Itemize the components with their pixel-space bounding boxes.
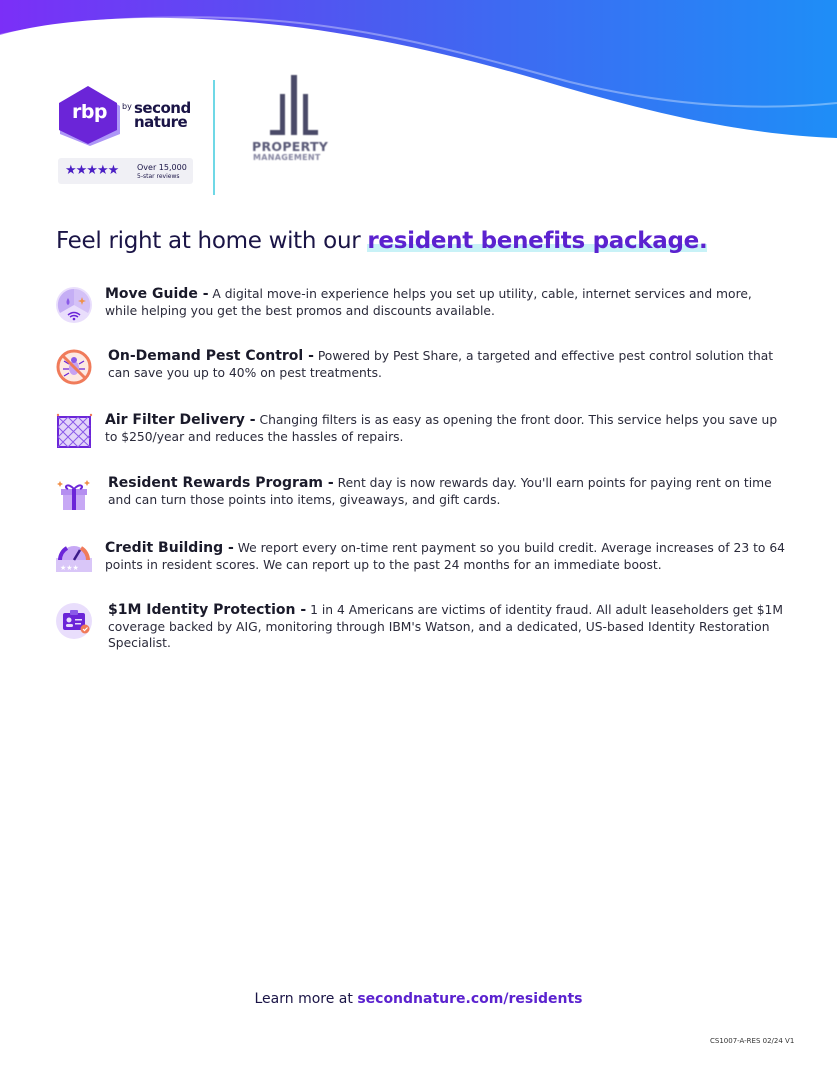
by-text: by (122, 102, 132, 111)
partner-logo-line2: MANAGEMENT (253, 153, 321, 162)
benefit-title: $1M Identity Protection - (108, 602, 307, 618)
air-filter-icon (55, 412, 93, 450)
benefit-text (108, 348, 788, 381)
page-headline (56, 228, 707, 254)
rbp-logo-text: rbp (71, 101, 108, 123)
header-divider (213, 80, 215, 195)
benefit-title: Air Filter Delivery - (105, 412, 256, 428)
headline-highlight: resident benefits package. (367, 228, 708, 254)
star-rating-icon: ★★★★★ (65, 163, 119, 178)
second-text: second (134, 99, 191, 117)
footer-learn-more (0, 991, 837, 1007)
benefit-description: A digital move-in experience helps you set up utility, cable, internet services and more, while helping you get the best promos and discounts available. (105, 287, 752, 318)
benefit-title: On-Demand Pest Control - (108, 348, 314, 364)
benefit-title: Resident Rewards Program - (108, 475, 334, 491)
benefit-text (105, 540, 785, 573)
identity-protection-icon (55, 602, 93, 640)
benefit-text (105, 412, 785, 445)
header-wave (0, 0, 837, 145)
nature-text: nature (134, 113, 188, 131)
pest-control-icon (55, 348, 93, 386)
headline-prefix: Feel right at home with our (56, 228, 368, 254)
benefit-text (105, 286, 785, 319)
benefit-description: 1 in 4 Americans are victims of identity fraud. All adult leaseholders get $1M coverage backed by AIG, monitoring through IBM's Watson, and a dedicated, US-based Identity Restoration Specialist. (108, 603, 783, 650)
svg-text:★★★: ★★★ (60, 564, 79, 572)
benefit-description: We report every on-time rent payment so you build credit. Average increases of 23 to 64 points in resident scores. We can report up to the past 24 months for an immediate boost. (105, 541, 785, 572)
benefit-description: Rent day is now rewards day. You'll earn points for paying rent on time and can turn those points into items, giveaways, and gift cards. (108, 476, 772, 507)
reviews-count: Over 15,000 (137, 163, 187, 172)
benefit-text (108, 602, 788, 652)
footer-prefix: Learn more at (254, 991, 358, 1007)
gift-icon (55, 475, 93, 513)
document-code: CS1007-A-RES 02/24 V1 (710, 1037, 795, 1045)
move-guide-icon (55, 286, 93, 324)
benefit-text (108, 475, 788, 508)
residents-link[interactable]: secondnature.com/residents (357, 991, 583, 1007)
benefit-description: Powered by Pest Share, a targeted and effective pest control solution that can save you up to 40% on pest treatments. (108, 349, 774, 380)
reviews-badge (58, 158, 193, 184)
benefit-title: Move Guide - (105, 286, 209, 302)
partner-logo-line1: PROPERTY (252, 139, 329, 154)
credit-gauge-icon (55, 540, 93, 578)
reviews-label: 5-star reviews (137, 173, 180, 180)
benefit-description: Changing filters is as easy as opening the front door. This service helps you save up to $250/year and reduces the hassles of repairs. (105, 413, 778, 444)
benefit-title: Credit Building - (105, 540, 234, 556)
